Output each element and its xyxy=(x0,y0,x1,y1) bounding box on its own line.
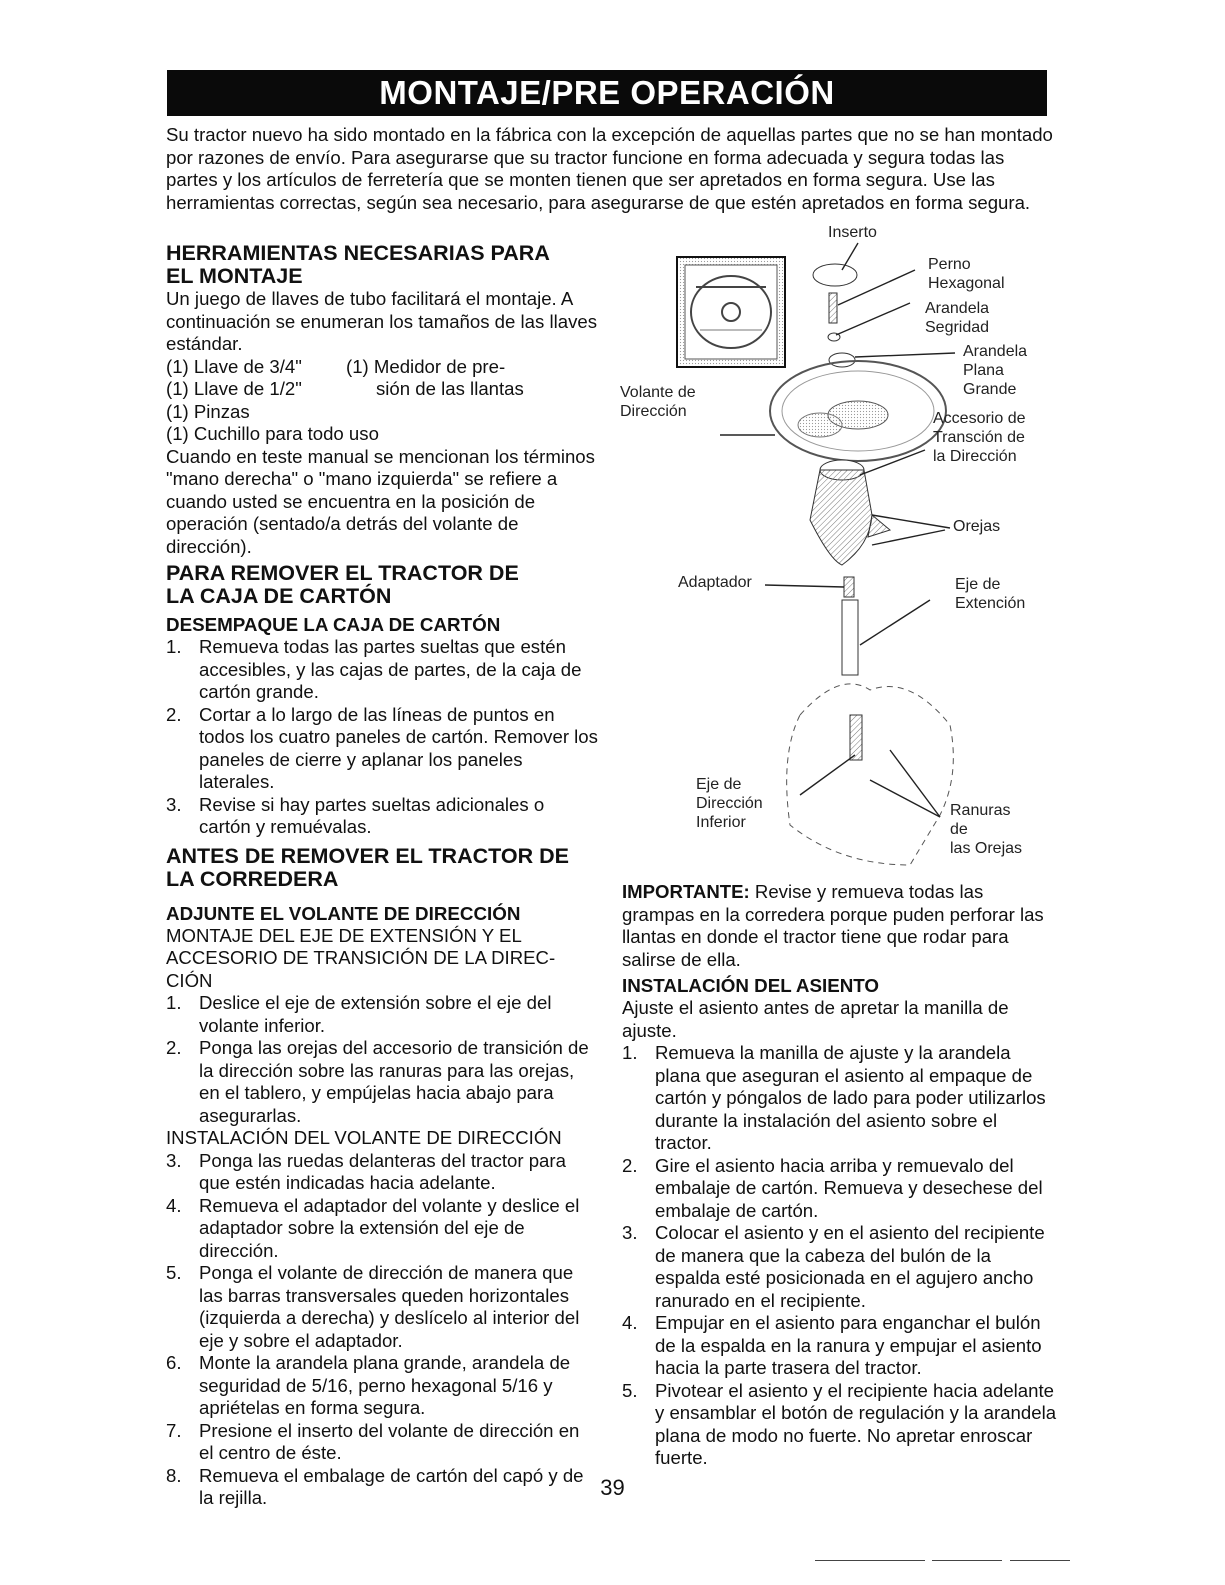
tool-item: (1) Pinzas xyxy=(166,400,250,422)
tools-list xyxy=(166,356,598,446)
hand-note: Cuando en teste manual se mencionan los términos "mano derecha" o "mano izquierda" se refiere a cuando usted se encuentra en la posición de operación (sentado/a detrás del volante de dirección). xyxy=(166,445,595,557)
seat-intro: Ajuste el asiento antes de apretar la manilla de ajuste. xyxy=(622,997,1009,1041)
list-item xyxy=(622,1380,1057,1470)
step-text: Cortar a lo largo de las líneas de puntos en todos los cuatro paneles de cartón. Remover los paneles de cierre y aplanar los paneles laterales. xyxy=(199,703,598,792)
tools-heading-line1: HERRAMIENTAS NECESARIAS PARA xyxy=(166,241,550,265)
label-ear-slots-1: Ranuras xyxy=(950,802,1011,819)
step-number: 3. xyxy=(166,1149,182,1171)
step-text: Ponga las ruedas delanteras del tractor para que estén indicadas hacia adelante. xyxy=(199,1149,566,1193)
extension-shaft xyxy=(842,600,858,675)
label-transition-1: Accesorio de xyxy=(933,410,1026,427)
step-text: Empujar en el asiento para enganchar el bulón de la espalda en la ranura y empujar el asiento hacia la parte trasera del tractor. xyxy=(655,1312,1042,1378)
tool-item: sión de las llantas xyxy=(376,378,524,399)
page-title: MONTAJE/PRE OPERACIÓN xyxy=(167,70,1047,116)
label-extension-2: Extención xyxy=(955,595,1026,612)
label-flat-washer xyxy=(963,342,1027,399)
label-extension-1: Eje de xyxy=(955,576,1001,593)
list-item xyxy=(166,1420,598,1465)
footer-rule xyxy=(1010,1560,1070,1561)
important-text: Revise y remueva todas las grampas en la corredera porque puden perforar las llantas en donde el tractor tiene que rodar para salirse de ella. xyxy=(622,881,1044,970)
list-item xyxy=(166,704,598,794)
dashboard-outline xyxy=(787,684,954,865)
step-number: 1. xyxy=(622,1042,638,1063)
page-number: 39 xyxy=(600,1475,625,1500)
label-flat-washer-3: Grande xyxy=(963,381,1017,398)
wheel-install-steps xyxy=(166,1150,598,1510)
step-number: 5. xyxy=(622,1379,638,1401)
label-ear-slots-2: de xyxy=(950,821,968,838)
tool-item xyxy=(346,401,598,424)
label-lock-washer-2: Segridad xyxy=(925,319,990,336)
label-lock-washer xyxy=(925,299,989,337)
step-number: 3. xyxy=(166,793,182,815)
remove-box-heading xyxy=(166,562,598,608)
step-text: Revise si hay partes sueltas adicionales o cartón y remuévalas. xyxy=(199,793,545,837)
list-item xyxy=(166,636,598,704)
step-text: Remueva la manilla de ajuste y la arandela plana que aseguran el asiento al empaque de cartón y póngalos de lado para poder utilizarlos durante la instalación del asiento sobre el tractor. xyxy=(655,1042,1046,1153)
label-bolt-2: Hexagonal xyxy=(928,275,1005,292)
tool-item: (1) Llave de 1/2" xyxy=(166,378,302,399)
footer-rule xyxy=(815,1560,925,1561)
label-steering-wheel xyxy=(620,383,696,421)
inset-detail xyxy=(677,257,785,367)
extension-steps xyxy=(166,992,598,1127)
step-number: 1. xyxy=(166,636,182,657)
label-transition xyxy=(933,409,1026,466)
list-item xyxy=(622,1222,1057,1312)
right-column xyxy=(622,881,1057,1470)
seat-steps xyxy=(622,1042,1057,1470)
label-extension xyxy=(955,575,1025,613)
step-text: Gire el asiento hacia arriba y remuevalo del embalaje de cartón. Remueva y desechese del embalaje de cartón. xyxy=(655,1154,1043,1221)
important-label: IMPORTANTE: xyxy=(622,881,750,902)
wheel-install-subheading: INSTALACIÓN DEL VOLANTE DE DIRECCIÓN xyxy=(166,1127,562,1148)
before-remove-heading-line1: ANTES DE REMOVER EL TRACTOR DE xyxy=(166,843,569,868)
label-insert: Inserto xyxy=(828,224,877,241)
step-number: 4. xyxy=(622,1312,638,1333)
step-text: Colocar el asiento y en el asiento del recipiente de manera que la cabeza del bulón de la espalda esté posicionada en el agujero ancho ranurado en el recipiente. xyxy=(655,1222,1045,1311)
label-lower-shaft-2: Dirección xyxy=(696,795,763,812)
steering-assembly-diagram xyxy=(610,215,1065,875)
label-lock-washer-1: Arandela xyxy=(925,300,990,317)
step-number: 6. xyxy=(166,1352,182,1373)
insert-cap xyxy=(813,264,857,286)
step-number: 3. xyxy=(622,1222,638,1243)
label-flat-washer-1: Arandela xyxy=(963,343,1028,360)
unpack-steps xyxy=(166,636,598,839)
label-lower-shaft-1: Eje de xyxy=(696,776,742,793)
list-item xyxy=(166,1037,598,1127)
label-lower-shaft-3: Inferior xyxy=(696,814,746,831)
step-number: 7. xyxy=(166,1419,182,1441)
step-text: Ponga las orejas del accesorio de transición de la dirección sobre las ranuras para las orejas, en el tablero, y empújelas hacia abajo para asegurarlas. xyxy=(199,1037,589,1126)
label-bolt xyxy=(928,255,1005,293)
list-item xyxy=(166,1352,598,1420)
step-number: 2. xyxy=(622,1154,638,1176)
tool-item: (1) Cuchillo para todo uso xyxy=(166,423,379,444)
step-text: Remueva el embalage de cartón del capó y de la rejilla. xyxy=(199,1464,584,1508)
list-item xyxy=(622,1312,1057,1380)
label-ear-slots-3: las Orejas xyxy=(950,840,1023,857)
step-number: 4. xyxy=(166,1194,182,1216)
step-text: Pivotear el asiento y el recipiente hacia adelante y ensamblar el botón de regulación y la arandela plana de modo no fuerte. No apretar enroscar fuerte. xyxy=(655,1379,1057,1468)
transition-accessory xyxy=(810,460,890,565)
label-flat-washer-2: Plana xyxy=(963,362,1004,379)
before-remove-heading-line2: LA CORREDERA xyxy=(166,866,339,891)
label-ears: Orejas xyxy=(953,518,1001,535)
step-number: 1. xyxy=(166,992,182,1013)
seat-heading: INSTALACIÓN DEL ASIENTO xyxy=(622,975,880,996)
step-number: 5. xyxy=(166,1262,182,1283)
remove-box-heading-line2: LA CAJA DE CARTÓN xyxy=(166,584,392,608)
footer-rule xyxy=(932,1560,1002,1561)
left-column xyxy=(166,242,598,1510)
list-item xyxy=(166,992,598,1037)
list-item xyxy=(166,1262,598,1352)
step-text: Deslice el eje de extensión sobre el eje del volante inferior. xyxy=(199,992,552,1036)
label-bolt-1: Perno xyxy=(928,256,971,273)
list-item xyxy=(622,1042,1057,1155)
before-remove-heading xyxy=(166,845,598,891)
intro-paragraph: Su tractor nuevo ha sido montado en la fábrica con la excepción de aquellas partes que no se han montado por razones de envío. Para asegurarse que su tractor funcione en forma adecuada y segura todas las partes y los artículos de ferretería que se monten tienen que ser apretados en forma segura. Use las herramientas correctas, según sea necesario, para asegurarse de que estén apretados en forma segura. xyxy=(166,124,1053,213)
hex-bolt xyxy=(829,293,837,323)
remove-box-heading-line1: PARA REMOVER EL TRACTOR DE xyxy=(166,561,519,585)
label-ear-slots xyxy=(950,801,1022,858)
label-transition-2: Transción de xyxy=(933,429,1025,446)
tools-text: Un juego de llaves de tubo facilitará el montaje. A continuación se enumeran los tamaños de las llaves estándar. xyxy=(166,288,598,354)
label-lower-shaft xyxy=(696,775,763,832)
tool-item: (1) Llave de 3/4" xyxy=(166,355,302,377)
tool-item: (1) Medidor de pre- xyxy=(346,355,506,377)
list-item xyxy=(166,1195,598,1263)
step-text: Remueva todas las partes sueltas que estén accesibles, y las cajas de partes, de la caja de cartón grande. xyxy=(199,636,582,702)
label-adaptor: Adaptador xyxy=(678,574,752,591)
lower-shaft xyxy=(850,715,862,760)
attach-wheel-subheading: ADJUNTE EL VOLANTE DE DIRECCIÓN xyxy=(166,902,521,924)
label-transition-3: la Dirección xyxy=(933,448,1017,465)
list-item xyxy=(166,1150,598,1195)
step-text: Ponga el volante de dirección de manera que las barras transversales queden horizontales (izquierda a derecha) y deslícelo al interior del eje y sobre el adaptador. xyxy=(199,1262,580,1351)
adaptor xyxy=(844,577,854,597)
list-item xyxy=(166,794,598,839)
tools-heading-line2: EL MONTAJE xyxy=(166,264,303,288)
unpack-subheading: DESEMPAQUE LA CAJA DE CARTÓN xyxy=(166,614,501,635)
diagram-drawing xyxy=(610,215,1065,875)
step-text: Monte la arandela plana grande, arandela de seguridad de 5/16, perno hexagonal 5/16 y apriételas en forma segura. xyxy=(199,1352,571,1418)
steering-wheel xyxy=(770,361,946,461)
step-text: Presione el inserto del volante de dirección en el centro de éste. xyxy=(199,1419,580,1463)
step-number: 2. xyxy=(166,1037,182,1058)
extension-subheading: MONTAJE DEL EJE DE EXTENSIÓN Y EL ACCESORIO DE TRANSICIÓN DE LA DIREC-CIÓN xyxy=(166,924,556,991)
list-item xyxy=(622,1155,1057,1223)
step-number: 8. xyxy=(166,1464,182,1486)
flat-washer xyxy=(829,353,855,367)
tools-heading xyxy=(166,242,598,288)
label-steering-wheel-1: Volante de xyxy=(620,384,696,401)
step-text: Remueva el adaptador del volante y deslice el adaptador sobre la extensión del eje de dirección. xyxy=(199,1194,580,1261)
step-number: 2. xyxy=(166,703,182,725)
important-note xyxy=(622,881,1057,971)
label-steering-wheel-2: Dirección xyxy=(620,403,687,420)
